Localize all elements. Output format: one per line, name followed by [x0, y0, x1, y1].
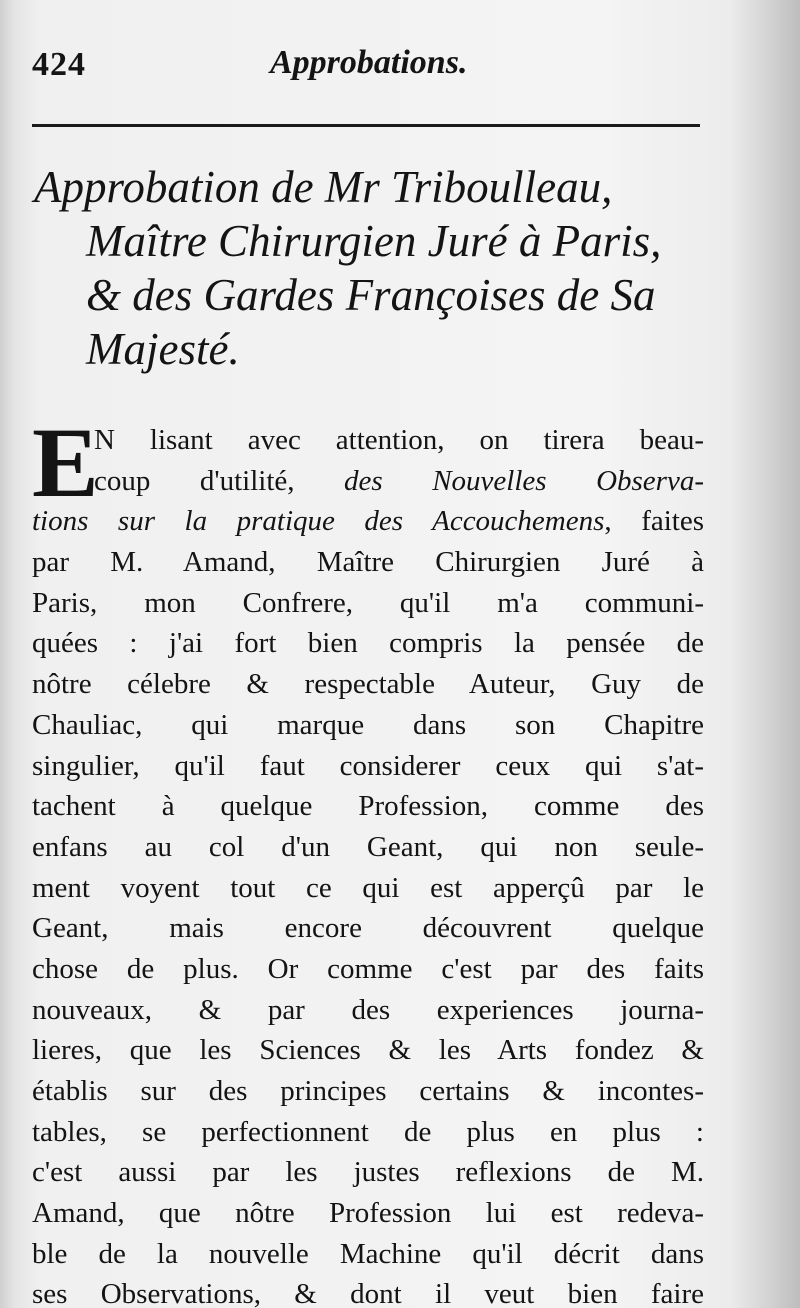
text-line: N lisant avec attention, on tirera beau-	[94, 424, 704, 456]
text-run: coup d'utilité,	[94, 464, 295, 497]
text-line: par M. Amand, Maître Chirurgien Juré à	[32, 546, 704, 579]
italic-title-run: des Nouvelles Observa-	[344, 464, 704, 497]
text-line	[32, 501, 704, 542]
text-line: nôtre célebre & respectable Auteur, Guy de	[32, 668, 704, 701]
page-number: 424	[32, 46, 86, 83]
text-line: établis sur des principes certains & incontes-	[32, 1075, 704, 1107]
text-line: quées : j'ai fort bien compris la pensée de	[32, 627, 704, 660]
drop-cap: E	[32, 407, 99, 518]
text-line: ble de la nouvelle Machine qu'il décrit dans	[32, 1237, 704, 1270]
text-line: Chauliac, qui marque dans son Chapitre	[32, 708, 704, 741]
text-line: ment voyent tout ce qui est apperçû par le	[32, 871, 704, 904]
text-run: , faites	[604, 505, 704, 538]
running-head	[32, 40, 722, 90]
section-heading	[34, 160, 724, 376]
text-line: lieres, que les Sciences & les Arts fondez &	[32, 1034, 704, 1067]
text-line: Paris, mon Confrere, qu'il m'a communi-	[32, 586, 704, 619]
body-text	[32, 407, 704, 1308]
text-line: c'est aussi par les justes reflexions de M.	[32, 1156, 704, 1189]
text-line: tachent à quelque Profession, comme des	[32, 790, 704, 823]
text-line: tables, se perfectionnent de plus en plus :	[32, 1115, 704, 1148]
text-line	[32, 461, 704, 502]
text-line: chose de plus. Or comme c'est par des faits	[32, 952, 704, 985]
heading-line-2: Maître Chirurgien Juré à Paris,	[86, 216, 662, 266]
text-line: enfans au col d'un Geant, qui non seule-	[32, 830, 704, 863]
text-line: Amand, que nôtre Profession lui est redeva-	[32, 1197, 704, 1230]
heading-line-3: & des Gardes Françoises de Sa	[86, 270, 656, 320]
text-line: ses Observations, & dont il veut bien faire	[32, 1278, 704, 1308]
heading-line-1: Approbation de Mr Triboulleau,	[34, 162, 613, 212]
text-line: Geant, mais encore découvrent quelque	[32, 912, 704, 945]
text-line: nouveaux, & par des experiences journa-	[32, 993, 704, 1026]
text-line: singulier, qu'il faut considerer ceux qui s'at-	[32, 749, 704, 782]
italic-title-run: tions sur la pratique des Accouchemens	[32, 505, 605, 538]
header-rule	[32, 124, 700, 127]
heading-line-4: Majesté.	[86, 324, 240, 374]
running-title: Approbations.	[270, 44, 468, 81]
